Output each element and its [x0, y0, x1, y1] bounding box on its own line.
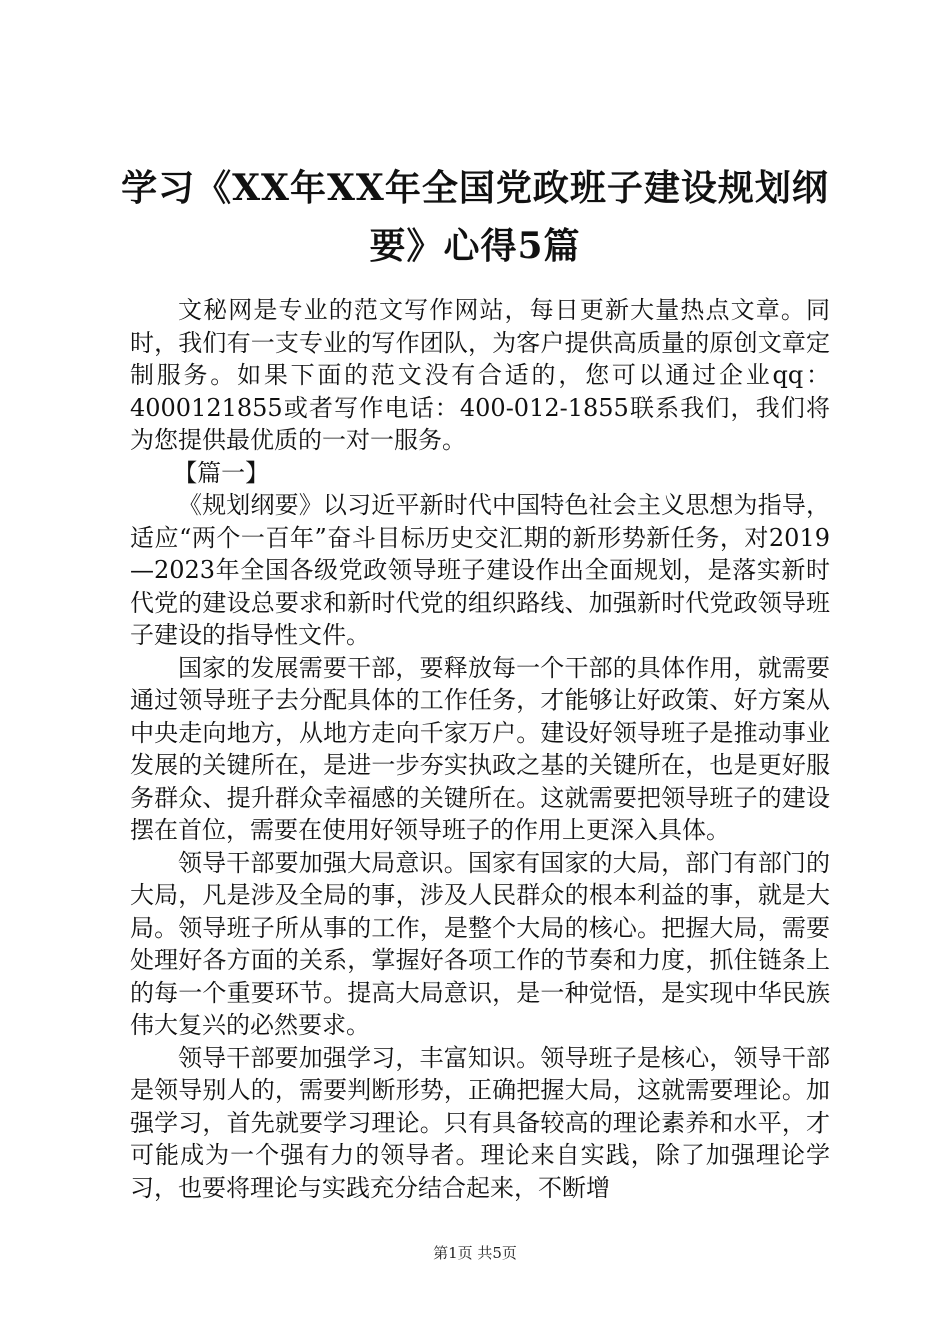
body-paragraph-1: 《规划纲要》以习近平新时代中国特色社会主义思想为指导，适应“两个一百年”奋斗目标历史交汇期的新形势新任务，对2019—2023年全国各级党政领导班子建设作出全面规划，是落实新时代党的建设总要求和新时代党的组织路线、加强新时代党政领导班子建设的指导性文件。	[130, 491, 830, 649]
document-body	[130, 294, 830, 1204]
document-title-line-2: 要》心得5篇	[369, 225, 581, 267]
intro-paragraph: 文秘网是专业的范文写作网站，每日更新大量热点文章。同时，我们有一支专业的写作团队，为客户提供高质量的原创文章定制服务。如果下面的范文没有合适的，您可以通过企业qq：4000121855或者写作电话：400-012-1855联系我们，我们将为您提供最优质的一对一服务。	[130, 296, 830, 454]
body-paragraph-3: 领导干部要加强大局意识。国家有国家的大局，部门有部门的大局，凡是涉及全局的事，涉及人民群众的根本利益的事，就是大局。领导班子所从事的工作，是整个大局的核心。把握大局，需要处理好各方面的关系，掌握好各项工作的节奏和力度，抓住链条上的每一个重要环节。提高大局意识，是一种觉悟，是实现中华民族伟大复兴的必然要求。	[130, 848, 830, 1039]
body-paragraph-2: 国家的发展需要干部，要释放每一个干部的具体作用，就需要通过领导班子去分配具体的工作任务，才能够让好政策、好方案从中央走向地方，从地方走向千家万户。建设好领导班子是推动事业发展的关键所在，是进一步夯实执政之基的关键所在，也是更好服务群众、提升群众幸福感的关键所在。这就需要把领导班子的建设摆在首位，需要在使用好领导班子的作用上更深入具体。	[130, 653, 830, 844]
body-paragraph-4: 领导干部要加强学习，丰富知识。领导班子是核心，领导干部是领导别人的，需要判断形势，正确把握大局，这就需要理论。加强学习，首先就要学习理论。只有具备较高的理论素养和水平，才可能成为一个强有力的领导者。理论来自实践，除了加强理论学习，也要将理论与实践充分结合起来，不断增	[130, 1043, 830, 1202]
page-footer: 第1页 共5页	[433, 1244, 517, 1262]
document-title-line-1: 学习《XX年XX年全国党政班子建设规划纲	[121, 167, 829, 209]
section-heading: 【篇一】	[173, 458, 270, 487]
